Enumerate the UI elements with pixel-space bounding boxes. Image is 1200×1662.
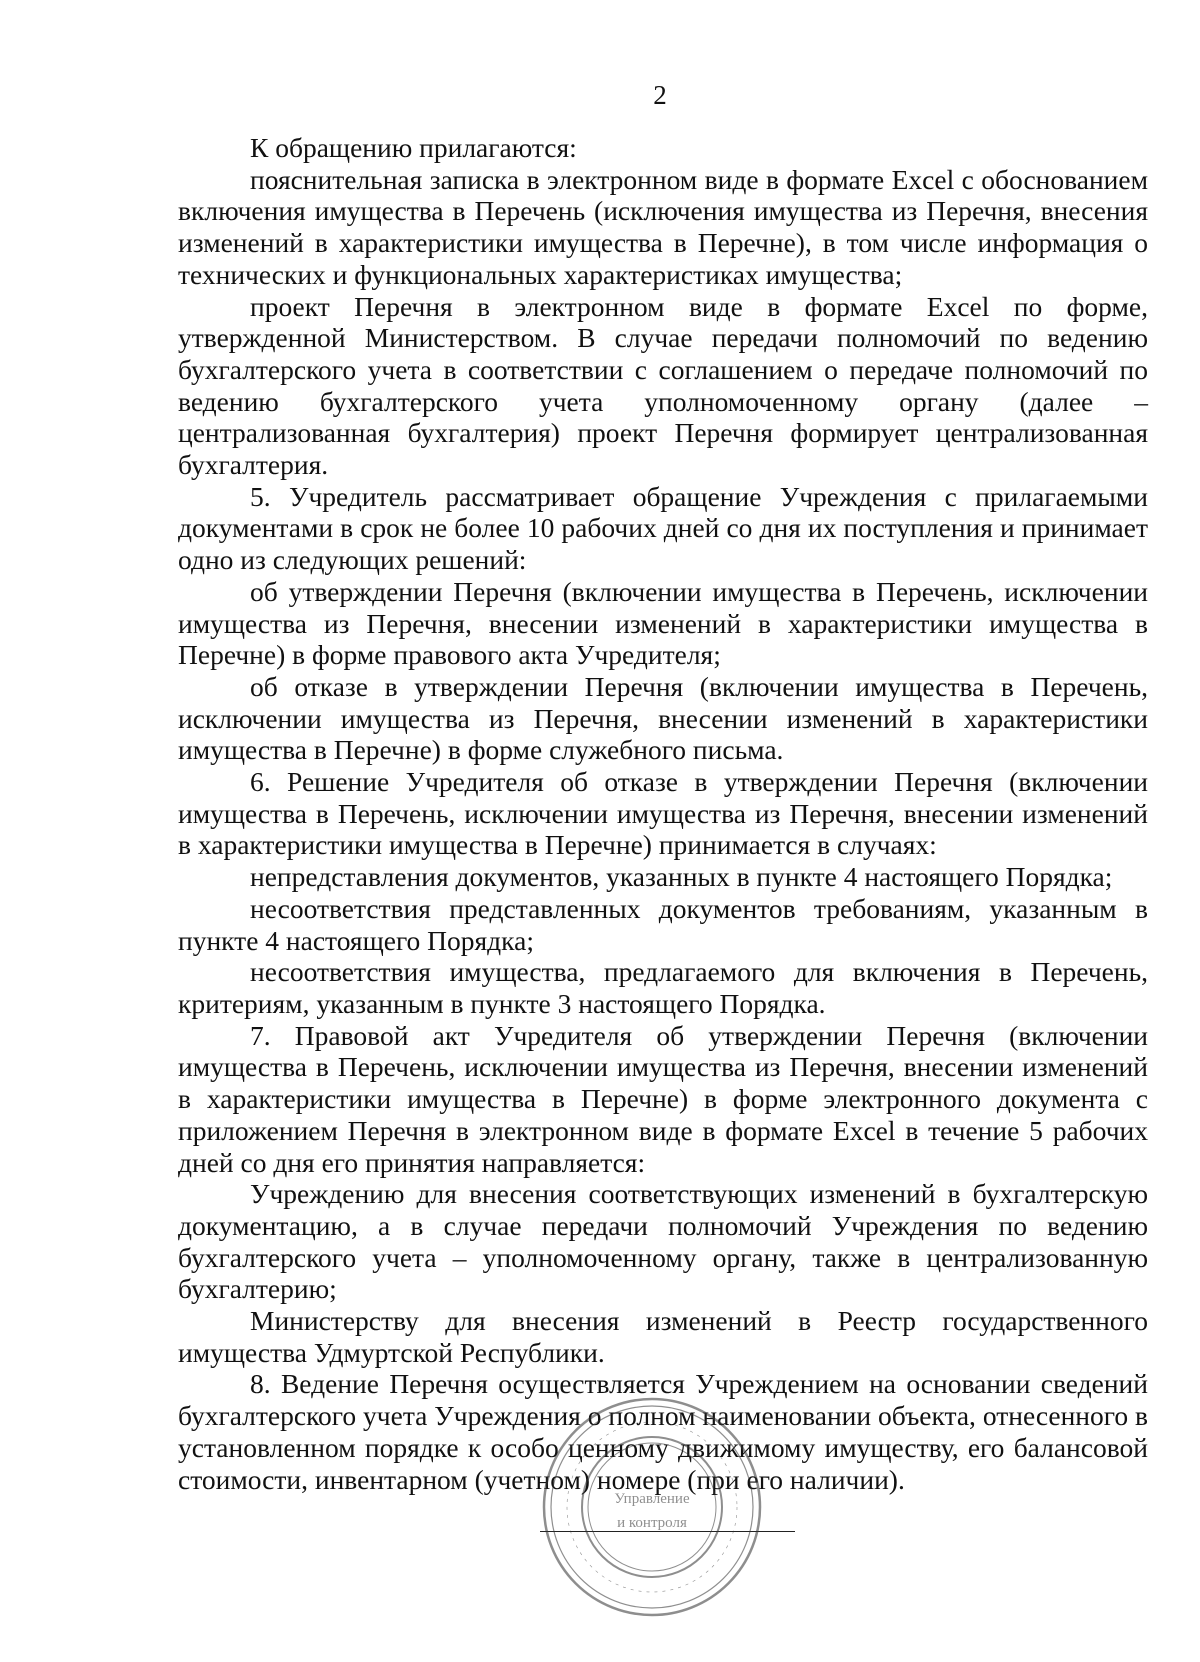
paragraph-approval-decision: об утверждении Перечня (включении имущества в Перечень, исключении имущества из Перечня, внесении изменений в характеристики имущества в Перечне) в форме правового акта Учредителя; — [178, 575, 1148, 671]
page-number: 2 — [653, 80, 667, 110]
paragraph-draft-list: проект Перечня в электронном виде в формате Excel по форме, утвержденной Министерством. В случае передачи полномочий по ведению бухгалтерского учета в соответствии с соглашением о передаче полномочий по ведению бухгалтерского учета уполномоченному органу (далее – централизованная бухгалтерия) проект Перечня формирует централизованная бухгалтерия. — [178, 290, 1148, 481]
paragraph-clause-6: 6. Решение Учредителя об отказе в утверждении Перечня (включении имущества в Перечень, исключении имущества из Перечня, внесении изменений в характеристики имущества в Перечне) принимается в случаях: — [178, 766, 1148, 861]
paragraph-explanatory-note: пояснительная записка в электронном виде в формате Excel с обоснованием включения имущества в Перечень (исключения имущества из Перечня, внесения изменений в характеристики имущества в Перечне), в том числе информация о технических и функциональных характеристиках имущества; — [178, 163, 1148, 290]
stamp-inner-text-2: и контроля — [617, 1515, 687, 1531]
paragraph-clause-8: 8. Ведение Перечня осуществляется Учреждением на основании сведений бухгалтерского учета Учреждения о полном наименовании объекта, отнесенного в установленном порядке к особо ценному движимому имуществу, его балансовой стоимости, инвентарном (учетном) номере (при его наличии). — [178, 1368, 1148, 1495]
document-body — [178, 132, 1148, 1495]
paragraph-to-ministry: Министерству для внесения изменений в Реестр государственного имущества Удмуртской Республики. — [178, 1305, 1148, 1368]
paragraph-refusal-decision: об отказе в утверждении Перечня (включении имущества в Перечень, исключении имущества из Перечня, внесении изменений в характеристики имущества в Перечне) в форме служебного письма. — [178, 670, 1148, 766]
paragraph-case-property-mismatch: несоответствия имущества, предлагаемого для включения в Перечень, критериям, указанным в пункте 3 настоящего Порядка. — [178, 956, 1148, 1019]
paragraph-clause-7: 7. Правовой акт Учредителя об утверждении Перечня (включении имущества в Перечень, исключении имущества из Перечня, внесении изменений в характеристики имущества в Перечне) в форме электронного документа с приложением Перечня в электронном виде в формате Excel в течение 5 рабочих дней со дня его принятия направляется: — [178, 1019, 1148, 1178]
paragraph-attachments-heading: К обращению прилагаются: — [250, 132, 577, 163]
stamp-inner-text-1: Управление — [614, 1491, 690, 1507]
paragraph-to-institution: Учреждению для внесения соответствующих изменений в бухгалтерскую документацию, а в случае передачи полномочий Учреждения по ведению бухгалтерского учета – уполномоченному органу, также в централизованную бухгалтерию; — [178, 1178, 1148, 1305]
paragraph-case-documents-mismatch: несоответствия представленных документов требованиям, указанным в пункте 4 настоящего Порядка; — [178, 892, 1148, 956]
paragraph-case-no-documents: непредставления документов, указанных в пункте 4 настоящего Порядка; — [250, 861, 1113, 893]
official-stamp-seal — [540, 1395, 765, 1620]
paragraph-clause-5: 5. Учредитель рассматривает обращение Учреждения с прилагаемыми документами в срок не более 10 рабочих дней со дня их поступления и принимает одно из следующих решений: — [178, 480, 1148, 576]
